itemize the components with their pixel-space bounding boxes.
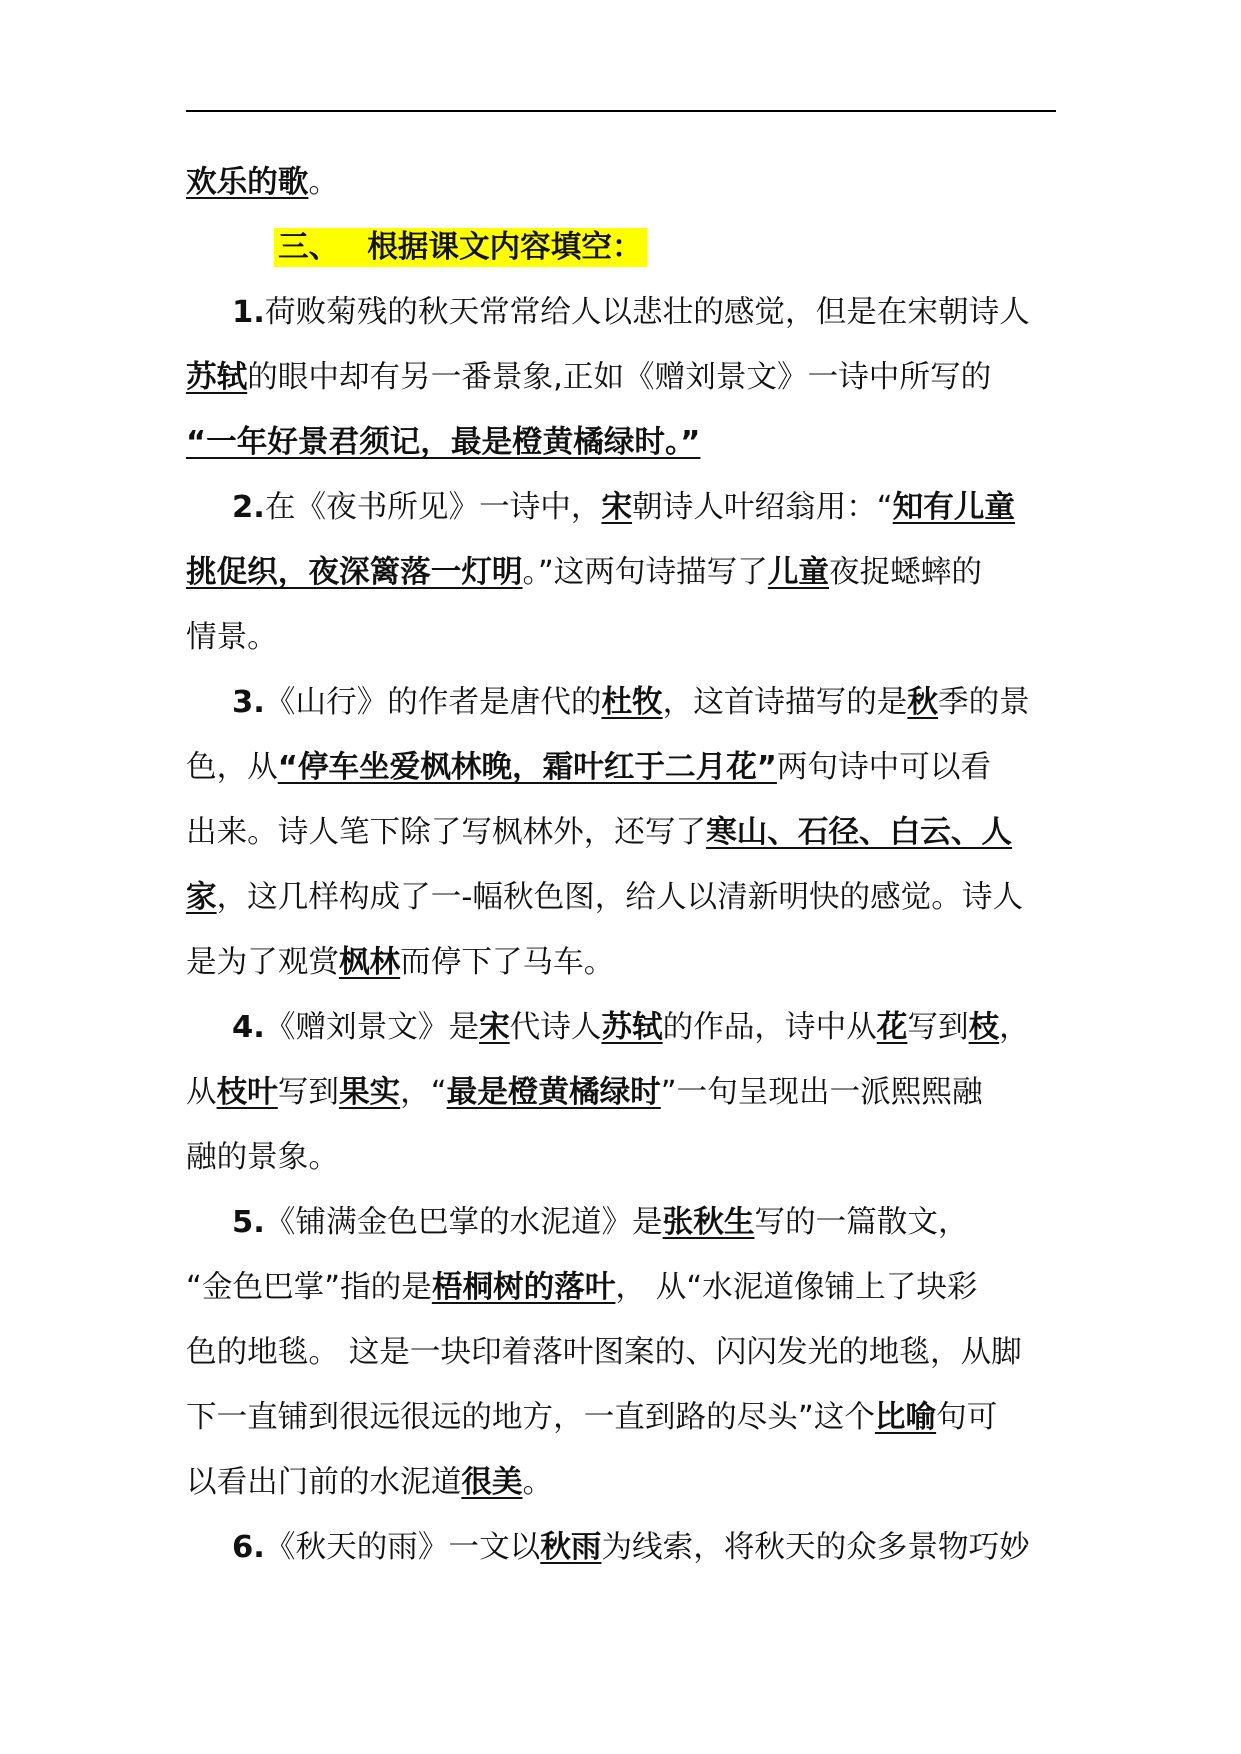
question-number: 5. — [232, 1205, 265, 1240]
answer-blank: 宋 — [601, 490, 633, 525]
text: 《山行》的作者是唐代的 — [264, 685, 602, 720]
text: 写的一篇散文， — [754, 1205, 969, 1240]
text: 为线索，将秋天的众多景物巧妙 — [601, 1530, 1030, 1565]
text: 而停下了马车。 — [400, 945, 615, 980]
answer-blank: 秋雨 — [540, 1530, 602, 1565]
text: 朝诗人叶绍翁用：“ — [632, 490, 893, 525]
question-6-line-1 — [186, 1515, 1056, 1580]
answer-blank: 苏轼 — [601, 1010, 663, 1045]
answer-blank: 秋 — [907, 685, 938, 720]
section-heading: 根据课文内容填空： — [367, 230, 643, 265]
answer-blank: 张秋生 — [662, 1205, 755, 1240]
answer-blank: 枫林 — [338, 945, 401, 980]
text: 季的景 — [937, 685, 1030, 720]
answer-blank: 欢乐的歌 — [186, 165, 309, 200]
answer-blank: 知有儿童 — [892, 490, 1016, 525]
text: 句可 — [936, 1400, 998, 1435]
answer-blank: “停车坐爱枫林晚，霜叶红于二月花” — [277, 750, 777, 785]
text: 。 — [308, 165, 339, 200]
section-title-text — [274, 228, 647, 267]
question-4-line-1 — [186, 995, 1056, 1060]
text: 色，从 — [186, 750, 278, 785]
answer-blank: 很美 — [461, 1465, 523, 1500]
document-body — [186, 150, 1056, 1580]
question-4-line-2 — [186, 1060, 1056, 1125]
question-2-line-2 — [186, 540, 1056, 605]
question-3-line-3 — [186, 800, 1056, 865]
text: 下一直铺到很远很远的地方，一直到路的尽头”这个 — [186, 1400, 875, 1435]
question-1-line-1 — [186, 280, 1056, 345]
text: 出来。诗人笔下除了写枫林外，还写了 — [186, 815, 707, 850]
text: 两句诗中可以看 — [776, 750, 992, 785]
answer-blank: “一年好景君须记，最是橙黄橘绿时。” — [186, 425, 701, 460]
text: 荷败菊残的秋天常常给人以悲壮的感觉，但是在宋朝诗人 — [264, 295, 1030, 330]
answer-blank: 梧桐树的落叶 — [431, 1270, 616, 1305]
answer-blank: 挑促织，夜深篱落一灯明 — [186, 555, 523, 590]
header-rule — [186, 110, 1056, 112]
answer-blank: 宋 — [479, 1010, 510, 1045]
text: 《铺满金色巴掌的水泥道》是 — [264, 1205, 663, 1240]
question-5-line-3 — [186, 1320, 1056, 1385]
text: ， 从“水泥道像铺上了块彩 — [615, 1270, 978, 1305]
question-2-line-3 — [186, 605, 1056, 670]
text: 融的景象。 — [186, 1140, 339, 1175]
question-1-line-3 — [186, 410, 1056, 475]
question-1-line-2 — [186, 345, 1056, 410]
text: 《秋天的雨》一文以 — [264, 1530, 541, 1565]
question-5-line-5 — [186, 1450, 1056, 1515]
text: ，这首诗描写的是 — [662, 685, 908, 720]
text: 代诗人 — [509, 1010, 602, 1045]
text: 从 — [186, 1075, 217, 1110]
text: 是为了观赏 — [186, 945, 339, 980]
text: 以看出门前的水泥道 — [186, 1465, 462, 1500]
answer-blank: 苏轼 — [186, 360, 248, 395]
answer-blank: 比喻 — [874, 1400, 937, 1435]
text: 在《夜书所见》一诗中， — [264, 490, 602, 525]
answer-blank: 最是橙黄橘绿时 — [446, 1075, 661, 1110]
text: 。 — [522, 1465, 554, 1500]
section-number: 三、 — [278, 230, 340, 265]
text: ， — [999, 1010, 1030, 1045]
paragraph-line — [186, 150, 1056, 215]
answer-blank: 枝叶 — [216, 1075, 278, 1110]
question-number: 6. — [232, 1530, 265, 1565]
answer-blank: 寒山、石径、白云、人 — [706, 815, 1013, 850]
text: 的眼中却有另一番景象,正如《赠刘景文》一诗中所写的 — [247, 360, 992, 395]
question-3-line-2 — [186, 735, 1056, 800]
question-2-line-1 — [186, 475, 1056, 540]
question-number: 2. — [232, 490, 265, 525]
question-3-line-1 — [186, 670, 1056, 735]
text: 写到 — [277, 1075, 339, 1110]
answer-blank: 果实 — [338, 1075, 401, 1110]
text: 夜捉蟋蟀的 — [829, 555, 982, 590]
question-5-line-2 — [186, 1255, 1056, 1320]
text: ”一句呈现出一派熙熙融 — [660, 1075, 983, 1110]
answer-blank: 儿童 — [767, 555, 830, 590]
text: 写到 — [907, 1010, 969, 1045]
question-3-line-4 — [186, 865, 1056, 930]
text: 的作品，诗中从 — [662, 1010, 877, 1045]
section-title — [186, 215, 1056, 280]
question-5-line-1 — [186, 1190, 1056, 1255]
answer-blank: 枝 — [968, 1010, 1000, 1045]
question-number: 4. — [232, 1010, 265, 1045]
answer-blank: 杜牧 — [601, 685, 663, 720]
text: 。”这两句诗描写了 — [522, 555, 768, 590]
question-4-line-3 — [186, 1125, 1056, 1190]
text: 情景。 — [186, 620, 278, 655]
question-number: 1. — [232, 295, 265, 330]
text: ，这几样构成了一-幅秋色图，给人以清新明快的感觉。诗人 — [216, 880, 1024, 915]
text: “金色巴掌”指的是 — [186, 1270, 432, 1305]
question-5-line-4 — [186, 1385, 1056, 1450]
answer-blank: 花 — [876, 1010, 908, 1045]
question-3-line-5 — [186, 930, 1056, 995]
text: 色的地毯。 这是一块印着落叶图案的、闪闪发光的地毯，从脚 — [186, 1335, 1022, 1370]
answer-blank: 家 — [186, 880, 217, 915]
question-number: 3. — [232, 685, 265, 720]
text: 《赠刘景文》是 — [264, 1010, 480, 1045]
text: ，“ — [400, 1075, 447, 1110]
